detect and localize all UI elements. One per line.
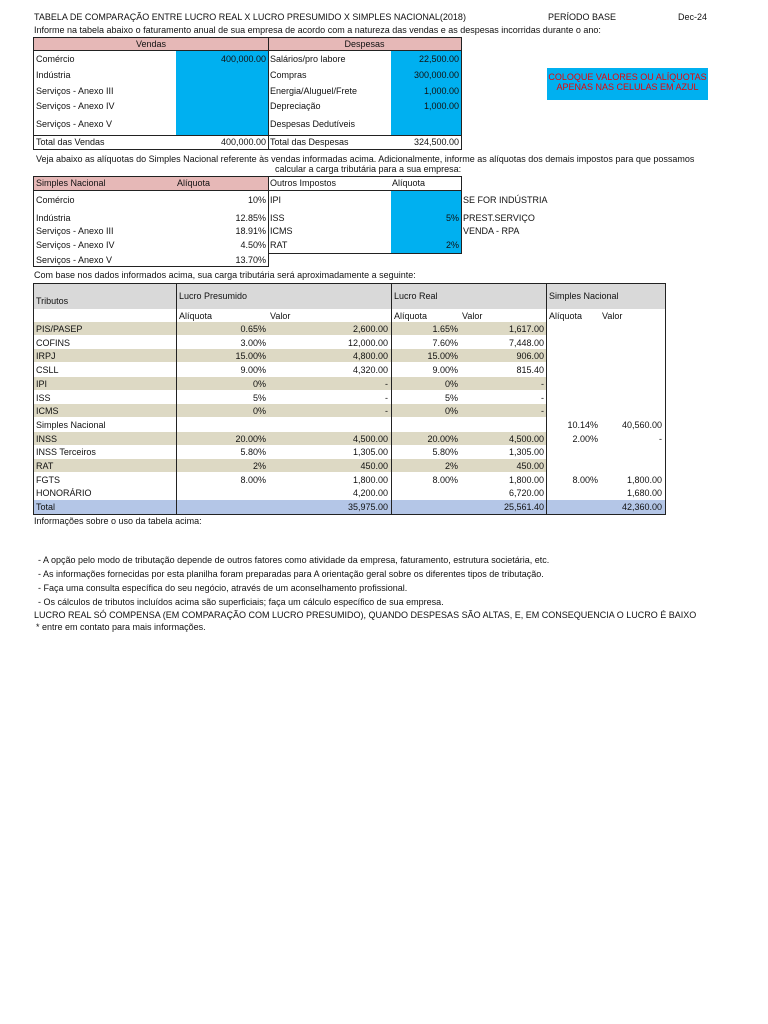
other-taxes-header-rate: Alíquota — [392, 178, 426, 188]
simples-rate-value: 10% — [247, 195, 266, 205]
info-bullet: - A opção pelo modo de tributação depende de outros fatores como atividade da empresa, faturamento, estrutura societária, etc. — [38, 555, 550, 565]
result-row-name: COFINS — [36, 337, 71, 348]
result-lr-rate: 7.60% — [432, 337, 458, 348]
result-sn-value: 40,560.00 — [621, 419, 662, 430]
sales-total-label: Total das Vendas — [36, 137, 105, 147]
result-lr-rate: 5% — [444, 392, 458, 403]
expenses-header: Despesas — [268, 37, 461, 50]
total-label: Total — [36, 502, 56, 512]
result-row-name: INSS Terceiros — [36, 447, 96, 458]
other-tax-label: ISS — [270, 213, 285, 223]
result-lp-rate: 15.00% — [235, 351, 266, 362]
result-sn-rate: 8.00% — [572, 474, 598, 485]
result-sn-value: 1,680.00 — [626, 488, 662, 499]
sub-rate-lr: Alíquota — [394, 311, 428, 321]
simples-rate-label: Serviços - Anexo IV — [36, 240, 115, 250]
simples-rate-label: Indústria — [36, 213, 71, 223]
sales-total-value: 400,000.00 — [220, 137, 266, 147]
result-lp-value: 4,800.00 — [352, 351, 388, 362]
result-sn-rate: 10.14% — [567, 419, 598, 430]
result-lr-value: 1,617.00 — [508, 324, 544, 334]
sub-value-lr: Valor — [462, 311, 483, 321]
other-tax-note: VENDA - RPA — [463, 226, 520, 236]
tributos-label: Tributos — [36, 296, 69, 306]
result-row-name: IPI — [36, 378, 48, 389]
info-title: Informações sobre o uso da tabela acima: — [34, 516, 202, 526]
other-taxes-header-label: Outros Impostos — [270, 178, 337, 188]
result-lr-value: 4,500.00 — [508, 433, 544, 444]
sub-value-sn: Valor — [602, 311, 623, 321]
result-intro: Com base nos dados informados acima, sua carga tributária será aproximadamente a seguinte: — [34, 270, 416, 280]
result-lp-rate: 0% — [252, 378, 266, 389]
result-lp-value: - — [385, 378, 388, 389]
result-lr-rate: 5.80% — [432, 447, 458, 458]
other-tax-rate[interactable]: 5% — [445, 213, 459, 223]
expense-row-label: Despesas Dedutíveis — [270, 119, 356, 129]
result-row-name: RAT — [36, 461, 54, 471]
period-value[interactable]: Dec-24 — [678, 12, 708, 22]
result-sn-value: - — [659, 433, 662, 444]
expense-row-value[interactable]: 1,000.00 — [423, 86, 459, 96]
sales-row-label: Comércio — [36, 54, 75, 64]
result-lp-rate: 0.65% — [240, 324, 266, 334]
result-lr-rate: 1.65% — [432, 324, 458, 334]
total-lp: 35,975.00 — [347, 502, 388, 512]
expense-row-value[interactable]: 22,500.00 — [418, 54, 459, 64]
info-bullet: - Os cálculos de tributos incluídos acima são superficiais; faça um cálculo específico de sua empresa. — [38, 597, 444, 607]
result-lr-rate: 20.00% — [427, 433, 458, 444]
result-row-name: ISS — [36, 392, 51, 403]
expenses-total-value: 324,500.00 — [413, 137, 459, 147]
result-sn-rate: 2.00% — [572, 433, 598, 444]
blue-cells-note: COLOQUE VALORES OU ALÍQUOTAS APENAS NAS CELULAS EM AZUL — [547, 68, 708, 100]
sales-header: Vendas — [34, 37, 268, 50]
simples-rate-label: Serviços - Anexo V — [36, 255, 113, 265]
sales-row-label: Serviços - Anexo III — [36, 86, 114, 96]
simples-rate-value: 4.50% — [240, 240, 266, 250]
result-lp-rate: 9.00% — [240, 365, 266, 376]
group-lucro-real: Lucro Real — [394, 291, 438, 301]
simples-rate-value: 13.70% — [235, 255, 266, 265]
result-row-name: INSS — [36, 433, 58, 444]
result-lr-value: 815.40 — [516, 365, 544, 376]
instruction-text: Informe na tabela abaixo o faturamento anual de sua empresa de acordo com a natureza das vendas e as despesas incorridas durante o ano: — [34, 25, 601, 35]
result-lp-value: 1,800.00 — [352, 474, 388, 485]
simples-rate-label: Serviços - Anexo III — [36, 226, 114, 236]
period-label: PERÍODO BASE — [548, 12, 617, 22]
result-lr-rate: 0% — [444, 378, 458, 389]
result-lr-value: - — [541, 392, 544, 403]
result-row-name: IRPJ — [36, 351, 56, 362]
info-bullet: - Faça uma consulta específica do seu negócio, através de um aconselhamento profissional. — [38, 583, 408, 593]
result-lr-value: 450.00 — [516, 461, 544, 471]
expense-row-label: Compras — [270, 70, 307, 80]
group-simples-nacional: Simples Nacional — [549, 291, 619, 301]
rates-intro-2: calcular a carga tributária para a sua empresa: — [275, 164, 462, 174]
result-row-name: PIS/PASEP — [36, 324, 83, 334]
result-lp-value: 4,200.00 — [352, 488, 388, 499]
other-tax-note: SE FOR INDÚSTRIA — [463, 195, 548, 205]
rates-intro-1: Veja abaixo as alíquotas do Simples Nacional referente às vendas informadas acima. Adicionalmente, informe as alíquotas dos demais impostos para que possamos — [36, 154, 695, 164]
other-tax-rate[interactable]: 2% — [445, 240, 459, 250]
expense-row-label: Salários/pro labore — [270, 54, 346, 64]
result-lp-value: - — [385, 392, 388, 403]
result-lr-rate: 9.00% — [432, 365, 458, 376]
expense-row-value[interactable]: 1,000.00 — [423, 101, 459, 111]
results-table — [33, 283, 666, 515]
result-lp-rate: 20.00% — [235, 433, 266, 444]
conclusion-text: LUCRO REAL SÓ COMPENSA (EM COMPARAÇÃO COM LUCRO PRESUMIDO), QUANDO DESPESAS SÃO ALTAS, E, EM CONSEQUENCIA O LUCRO É BAIXO — [34, 610, 697, 620]
info-bullet: - As informações fornecidas por esta planilha foram preparadas para A orientação geral sobre os diferentes tipos de tributação. — [38, 569, 544, 579]
total-lr: 25,561.40 — [503, 502, 544, 512]
result-lr-rate: 15.00% — [427, 351, 458, 362]
sub-rate-sn: Alíquota — [549, 311, 583, 321]
sales-row-label: Serviços - Anexo V — [36, 119, 113, 129]
result-lr-value: 6,720.00 — [508, 488, 544, 499]
result-lp-rate: 3.00% — [240, 337, 266, 348]
result-lp-rate: 5% — [252, 392, 266, 403]
expense-row-label: Energia/Aluguel/Frete — [270, 86, 358, 96]
result-row-name: ICMS — [36, 406, 59, 417]
result-lr-rate: 0% — [444, 406, 458, 417]
result-row-name: Simples Nacional — [36, 419, 106, 430]
result-lr-value: 1,800.00 — [508, 474, 544, 485]
sales-row-value[interactable]: 400,000.00 — [220, 54, 266, 64]
result-lp-rate: 5.80% — [240, 447, 266, 458]
simples-rates-header-rate: Alíquota — [177, 178, 211, 188]
simples-rates-header-label: Simples Nacional — [36, 178, 106, 188]
result-lr-value: - — [541, 406, 544, 417]
result-lp-value: 450.00 — [360, 461, 388, 471]
result-row-name: FGTS — [36, 474, 60, 485]
sub-rate-lp: Alíquota — [179, 311, 213, 321]
expense-row-label: Depreciação — [270, 101, 321, 111]
result-lp-value: 2,600.00 — [352, 324, 388, 334]
result-lp-value: - — [385, 406, 388, 417]
other-tax-note: PREST.SERVIÇO — [463, 213, 535, 223]
other-tax-label: ICMS — [270, 226, 293, 236]
result-lp-value: 1,305.00 — [352, 447, 388, 458]
sales-row-label: Serviços - Anexo IV — [36, 101, 115, 111]
result-sn-value: 1,800.00 — [626, 474, 662, 485]
page-title: TABELA DE COMPARAÇÃO ENTRE LUCRO REAL X LUCRO PRESUMIDO X SIMPLES NACIONAL(2018) — [34, 12, 466, 22]
result-lr-value: 1,305.00 — [508, 447, 544, 458]
sales-row-label: Indústria — [36, 70, 71, 80]
contact-text: * entre em contato para mais informações. — [36, 622, 206, 632]
result-lp-value: 4,320.00 — [352, 365, 388, 376]
expense-row-value[interactable]: 300,000.00 — [413, 70, 459, 80]
result-lr-value: - — [541, 378, 544, 389]
result-row-name: HONORÁRIO — [36, 488, 92, 499]
result-row-name: CSLL — [36, 365, 59, 376]
result-lr-rate: 2% — [444, 461, 458, 471]
result-lp-value: 4,500.00 — [352, 433, 388, 444]
result-lr-value: 7,448.00 — [508, 337, 544, 348]
other-tax-label: RAT — [270, 240, 288, 250]
group-lucro-presumido: Lucro Presumido — [179, 291, 248, 301]
sub-value-lp: Valor — [270, 311, 291, 321]
result-lr-rate: 8.00% — [432, 474, 458, 485]
result-lp-value: 12,000.00 — [347, 337, 388, 348]
result-lp-rate: 0% — [252, 406, 266, 417]
simples-rate-label: Comércio — [36, 195, 75, 205]
simples-rate-value: 12.85% — [235, 213, 266, 223]
result-lp-rate: 2% — [252, 461, 266, 471]
result-lr-value: 906.00 — [516, 351, 544, 362]
total-sn: 42,360.00 — [621, 502, 662, 512]
simples-rate-value: 18.91% — [235, 226, 266, 236]
expenses-total-label: Total das Despesas — [270, 137, 349, 147]
result-lp-rate: 8.00% — [240, 474, 266, 485]
other-tax-label: IPI — [270, 195, 282, 205]
